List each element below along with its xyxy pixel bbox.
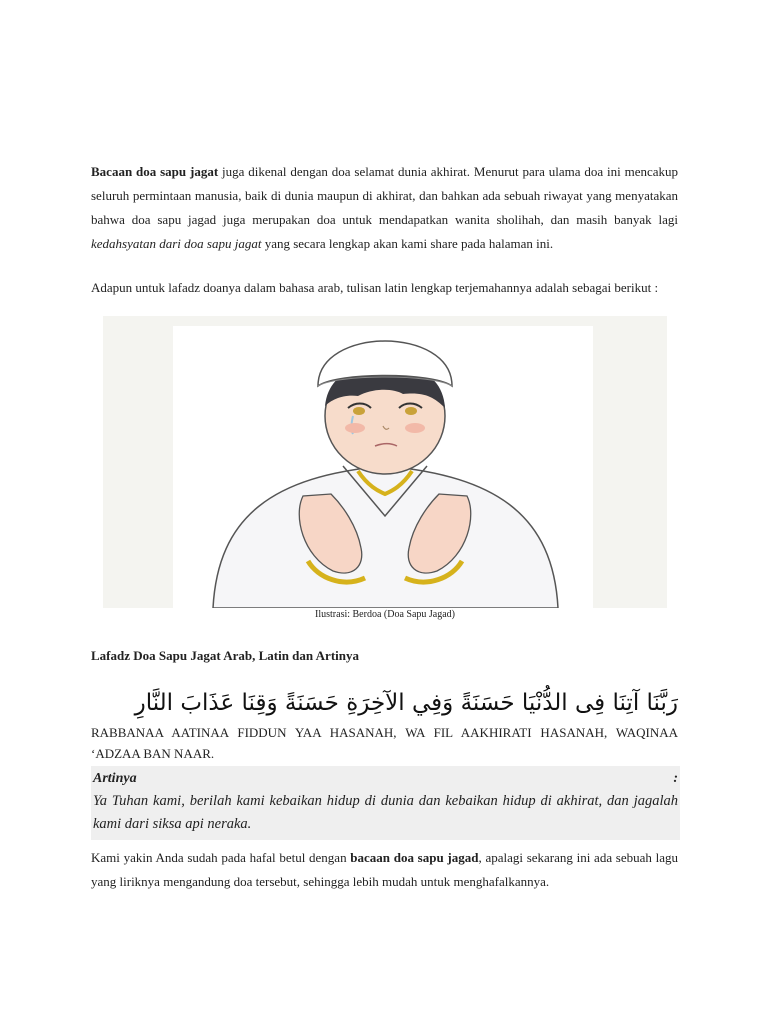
illustration-figure: [103, 316, 667, 624]
lead-in-paragraph: Adapun untuk lafadz doanya dalam bahasa arab, tulisan latin lengkap terjemahannya adalah sebagai berikut :: [91, 280, 659, 295]
closing-text-1: Kami yakin Anda sudah pada hafal betul dengan: [91, 850, 351, 865]
praying-person-illustration: [103, 316, 667, 608]
intro-text-1: juga dikenal dengan doa selamat dunia akhirat. Menurut para ulama doa ini mencakup seluruh permintaan manusia, baik di dunia maupun di akhirat, dan bahkan ada sebuah riwayat yang menyatakan bahwa doa sapu jagad juga merupakan doa untuk mendapatkan wanita sholihah, dan masih banyak lagi: [91, 164, 679, 227]
figure-caption: Ilustrasi: Berdoa (Doa Sapu Jagad): [315, 609, 455, 620]
meaning-text: Ya Tuhan kami, berilah kami kebaikan hidup di dunia dan kebaikan hidup di akhirat, dan jagalah kami dari siksa api neraka.: [93, 793, 678, 832]
closing-bold-part: bacaan doa sapu jagad: [350, 850, 479, 865]
meaning-label: Artinya: [93, 771, 137, 786]
closing-text-2: , apalagi sekarang ini ada sebuah lagu yang liriknya mengandung doa tersebut, sehingga lebih mudah untuk menghafalkannya.: [91, 850, 678, 889]
closing-paragraph: [91, 846, 678, 894]
latin-transliteration: RABBANAA AATINAA FIDDUN YAA HASANAH, WA FIL AAKHIRATI HASANAH, WAQINAA ‘ADZAA BAN NAAR.: [91, 725, 678, 761]
meaning-header: [91, 768, 680, 790]
intro-paragraph: [91, 160, 678, 256]
intro-text-2: yang secara lengkap akan kami share pada halaman ini.: [261, 236, 554, 251]
intro-italic-part: kedahsyatan dari doa sapu jagat: [91, 236, 262, 251]
meaning-colon: :: [673, 771, 678, 786]
meaning-box: [91, 766, 680, 840]
article-body: [91, 160, 678, 894]
section-heading: Lafadz Doa Sapu Jagat Arab, Latin dan Artinya: [91, 648, 359, 663]
arabic-prayer-text: رَبَّنَا آتِنَا فِى الدُّنْيَا حَسَنَةً وَفِي الآخِرَةِ حَسَنَةً وَقِنَا عَذَابَ النَّارِ: [134, 690, 678, 716]
intro-bold-lead: Bacaan doa sapu jagat: [91, 164, 219, 179]
